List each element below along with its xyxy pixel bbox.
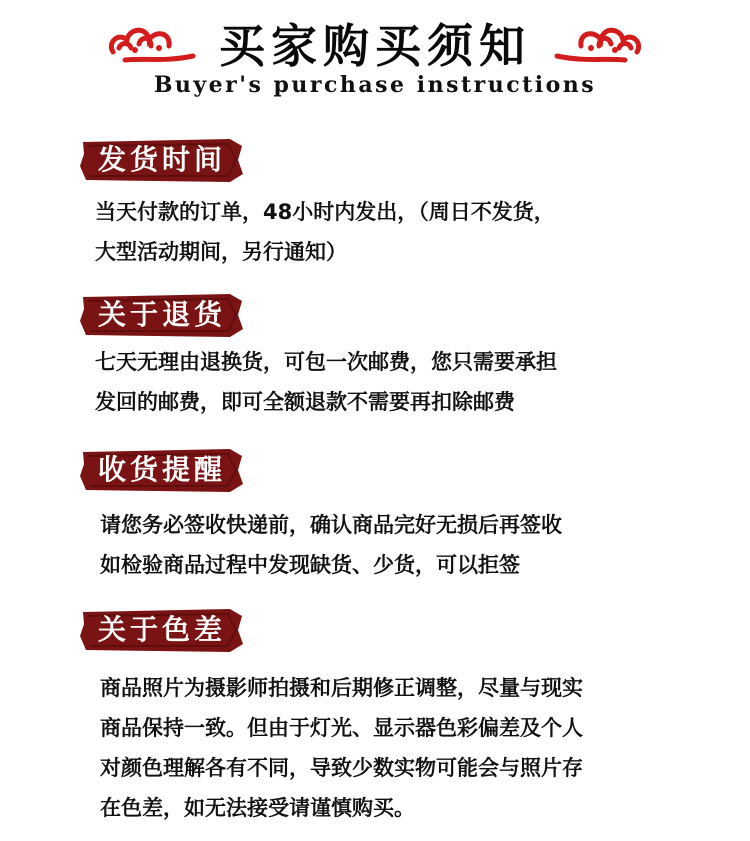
body-line: 发回的邮费，即可全额退款不需要再扣除邮费 — [95, 390, 515, 414]
section-label-returns — [80, 291, 245, 339]
auspicious-cloud-icon — [553, 18, 645, 66]
section-body-shipping-time — [95, 192, 695, 272]
section-body-receipt-reminder — [100, 505, 700, 585]
section-label-receipt-reminder — [80, 446, 245, 494]
section-body-returns — [95, 342, 695, 422]
header — [0, 0, 750, 110]
body-line: 大型活动期间，另行通知） — [95, 240, 347, 264]
body-line: 在色差，如无法接受请谨慎购买。 — [100, 796, 415, 820]
body-line: 当天付款的订单，48小时内发出，（周日不发货， — [95, 200, 555, 224]
body-line: 请您务必签收快递前，确认商品完好无损后再签收 — [100, 513, 562, 537]
section-label-color-difference — [80, 606, 245, 654]
body-line: 商品保持一致。但由于灯光、显示器色彩偏差及个人 — [100, 716, 583, 740]
section-label-text: 收货提醒 — [98, 453, 227, 486]
page-title: 买家购买须知 — [219, 19, 531, 73]
section-label-text: 关于退货 — [98, 298, 227, 331]
body-line: 如检验商品过程中发现缺货、少货，可以拒签 — [100, 553, 520, 577]
body-line: 七天无理由退换货，可包一次邮费，您只需要承担 — [95, 350, 557, 374]
section-body-color-difference — [100, 668, 700, 828]
body-line: 对颜色理解各有不同，导致少数实物可能会与照片存 — [100, 756, 583, 780]
page-subtitle: Buyer's purchase instructions — [153, 72, 597, 98]
section-label-text: 关于色差 — [98, 613, 227, 646]
section-label-text: 发货时间 — [98, 143, 227, 176]
section-label-shipping-time — [80, 136, 245, 184]
body-line: 商品照片为摄影师拍摄和后期修正调整，尽量与现实 — [100, 676, 583, 700]
